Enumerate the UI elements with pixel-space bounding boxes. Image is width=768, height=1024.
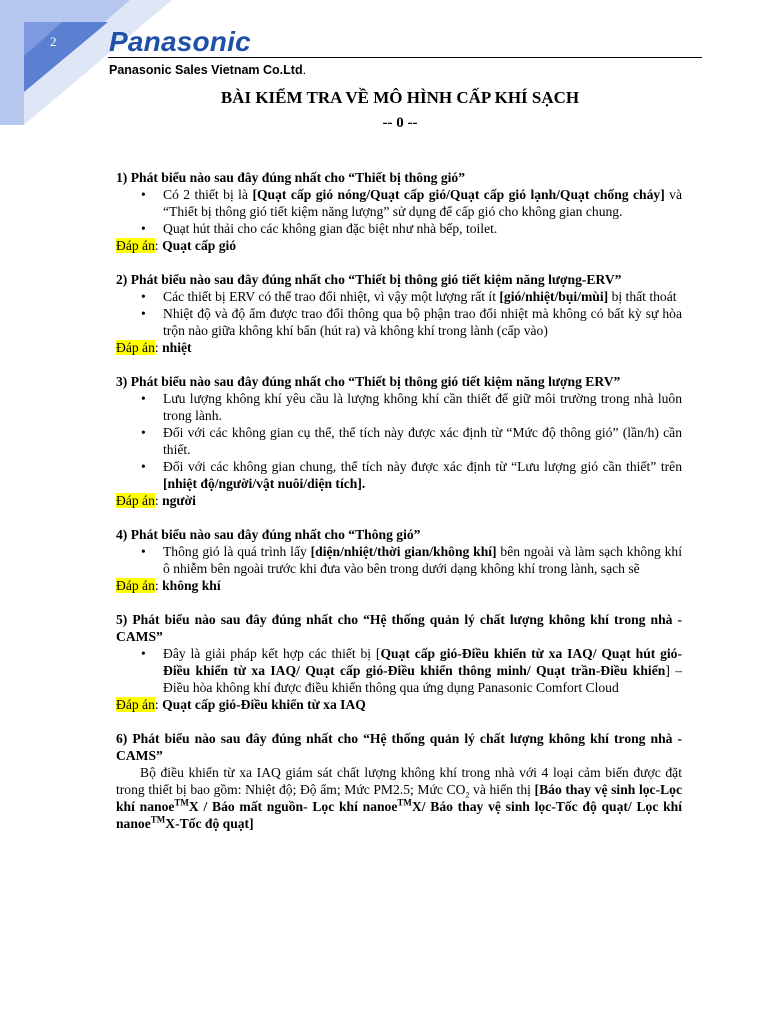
- bullet-item: • Các thiết bị ERV có thể trao đổi nhiệt, vì vậy một lượng rất ít [gió/nhiệt/bụi/mùi] bị thất thoát: [163, 288, 682, 305]
- document-subtitle: -- 0 --: [382, 115, 418, 131]
- question-title: 3) Phát biểu nào sau đây đúng nhất cho “Thiết bị thông gió tiết kiệm năng lượng ERV”: [116, 374, 621, 389]
- bullet-item: • Có 2 thiết bị là [Quạt cấp gió nóng/Quạt cấp gió/Quạt cấp gió lạnh/Quạt chống cháy] và “Thiết bị thông gió tiết kiệm năng lượng” sử dụng để cấp gió cho không gian chung.: [163, 186, 682, 220]
- answer-label: Đáp án: [116, 578, 155, 593]
- answer-row: Đáp án: người: [116, 493, 196, 508]
- answer-value: nhiệt: [162, 340, 192, 355]
- bullet-item: • Thông gió là quá trình lấy [diện/nhiệt/thời gian/không khí] bên ngoài và làm sạch không khí ô nhiễm bên ngoài trước khi đưa vào bên trong dưới dạng không khí trong lành, sạch sẽ: [163, 543, 682, 577]
- question-title: 5) Phát biểu nào sau đây đúng nhất cho “Hệ thống quản lý chất lượng không khí trong nhà - CAMS”: [116, 612, 682, 644]
- answer-row: Đáp án: Quạt cấp gió: [116, 238, 237, 253]
- bullet-list: [116, 543, 682, 577]
- answer-row: Đáp án: không khí: [116, 578, 221, 593]
- question-title: 4) Phát biểu nào sau đây đúng nhất cho “Thông gió”: [116, 527, 421, 542]
- answer-value: Quạt cấp gió-Điều khiển từ xa IAQ: [162, 697, 366, 712]
- header-rule: [108, 57, 702, 58]
- bullet-list: [116, 288, 682, 339]
- bullet-list: [116, 390, 682, 492]
- answer-label: Đáp án: [116, 697, 155, 712]
- question-title: 6) Phát biểu nào sau đây đúng nhất cho “Hệ thống quản lý chất lượng không khí trong nhà - CAMS”: [116, 731, 682, 763]
- question-paragraph: Bộ điều khiển từ xa IAQ giám sát chất lượng không khí trong nhà với 4 loại cảm biến được đặt trong thiết bị bao gồm: Nhiệt độ; Độ ẩm; Mức PM2.5; Mức $CO_2$ và hiển thị [Báo thay vệ sinh lọc-Lọc khí nanoe™X / Báo mất nguồn- Lọc khí nanoe™X/ Báo thay vệ sinh lọc-Tốc độ quạt/ Lọc khí nanoe™X-Tốc độ quạt]: [116, 765, 683, 831]
- question-3: [116, 373, 682, 509]
- answer-label: Đáp án: [116, 238, 155, 253]
- company-name: Panasonic Sales Vietnam Co.Ltd.: [109, 63, 307, 77]
- question-5: [116, 611, 682, 713]
- bullet-item: • Nhiệt độ và độ ẩm được trao đổi thông qua bộ phận trao đổi nhiệt mà không có bất kỳ sự hòa trộn nào giữa không khí bẩn (hút ra) và không khí trong lành (cấp vào): [163, 305, 682, 339]
- page-number: 2: [50, 34, 57, 49]
- answer-label: Đáp án: [116, 493, 155, 508]
- answer-value: không khí: [162, 578, 221, 593]
- question-title: 1) Phát biểu nào sau đây đúng nhất cho “Thiết bị thông gió”: [116, 170, 465, 185]
- question-6: [116, 730, 682, 832]
- bullet-list: [116, 645, 682, 696]
- question-1: [116, 169, 682, 254]
- answer-row: Đáp án: Quạt cấp gió-Điều khiển từ xa IAQ: [116, 697, 366, 712]
- bullet-item: • Đây là giải pháp kết hợp các thiết bị [Quạt cấp gió-Điều khiển từ xa IAQ/ Quạt hút gió-Điều khiển từ xa IAQ/ Quạt cấp gió-Điều khiển thông minh/ Quạt trần-Điều khiển] – Điều hòa không khí được điều khiển thông qua ứng dụng Panasonic Comfort Cloud: [163, 645, 682, 696]
- answer-label: Đáp án: [116, 340, 155, 355]
- quiz-content: [116, 169, 682, 849]
- bullet-list: [116, 186, 682, 237]
- answer-row: Đáp án: nhiệt: [116, 340, 192, 355]
- bullet-item: • Lưu lượng không khí yêu cầu là lượng không khí cần thiết để giữ môi trường trong nhà luôn trong lành.: [163, 390, 682, 424]
- bullet-item: • Quạt hút thải cho các không gian đặc biệt như nhà bếp, toilet.: [163, 220, 682, 237]
- answer-value: Quạt cấp gió: [162, 238, 237, 253]
- panasonic-logo: Panasonic: [109, 26, 251, 57]
- bullet-item: • Đối với các không gian chung, thể tích này được xác định từ “Lưu lượng gió cần thiết” trên [nhiệt độ/người/vật nuôi/diện tích].: [163, 458, 682, 492]
- answer-value: người: [162, 493, 196, 508]
- question-2: [116, 271, 682, 356]
- question-title: 2) Phát biểu nào sau đây đúng nhất cho “Thiết bị thông gió tiết kiệm năng lượng-ERV”: [116, 272, 622, 287]
- document-title: BÀI KIỂM TRA VỀ MÔ HÌNH CẤP KHÍ SẠCH: [220, 88, 580, 107]
- question-4: [116, 526, 682, 594]
- bullet-item: • Đối với các không gian cụ thể, thể tích này được xác định từ “Mức độ thông gió” (lần/h) cần thiết.: [163, 424, 682, 458]
